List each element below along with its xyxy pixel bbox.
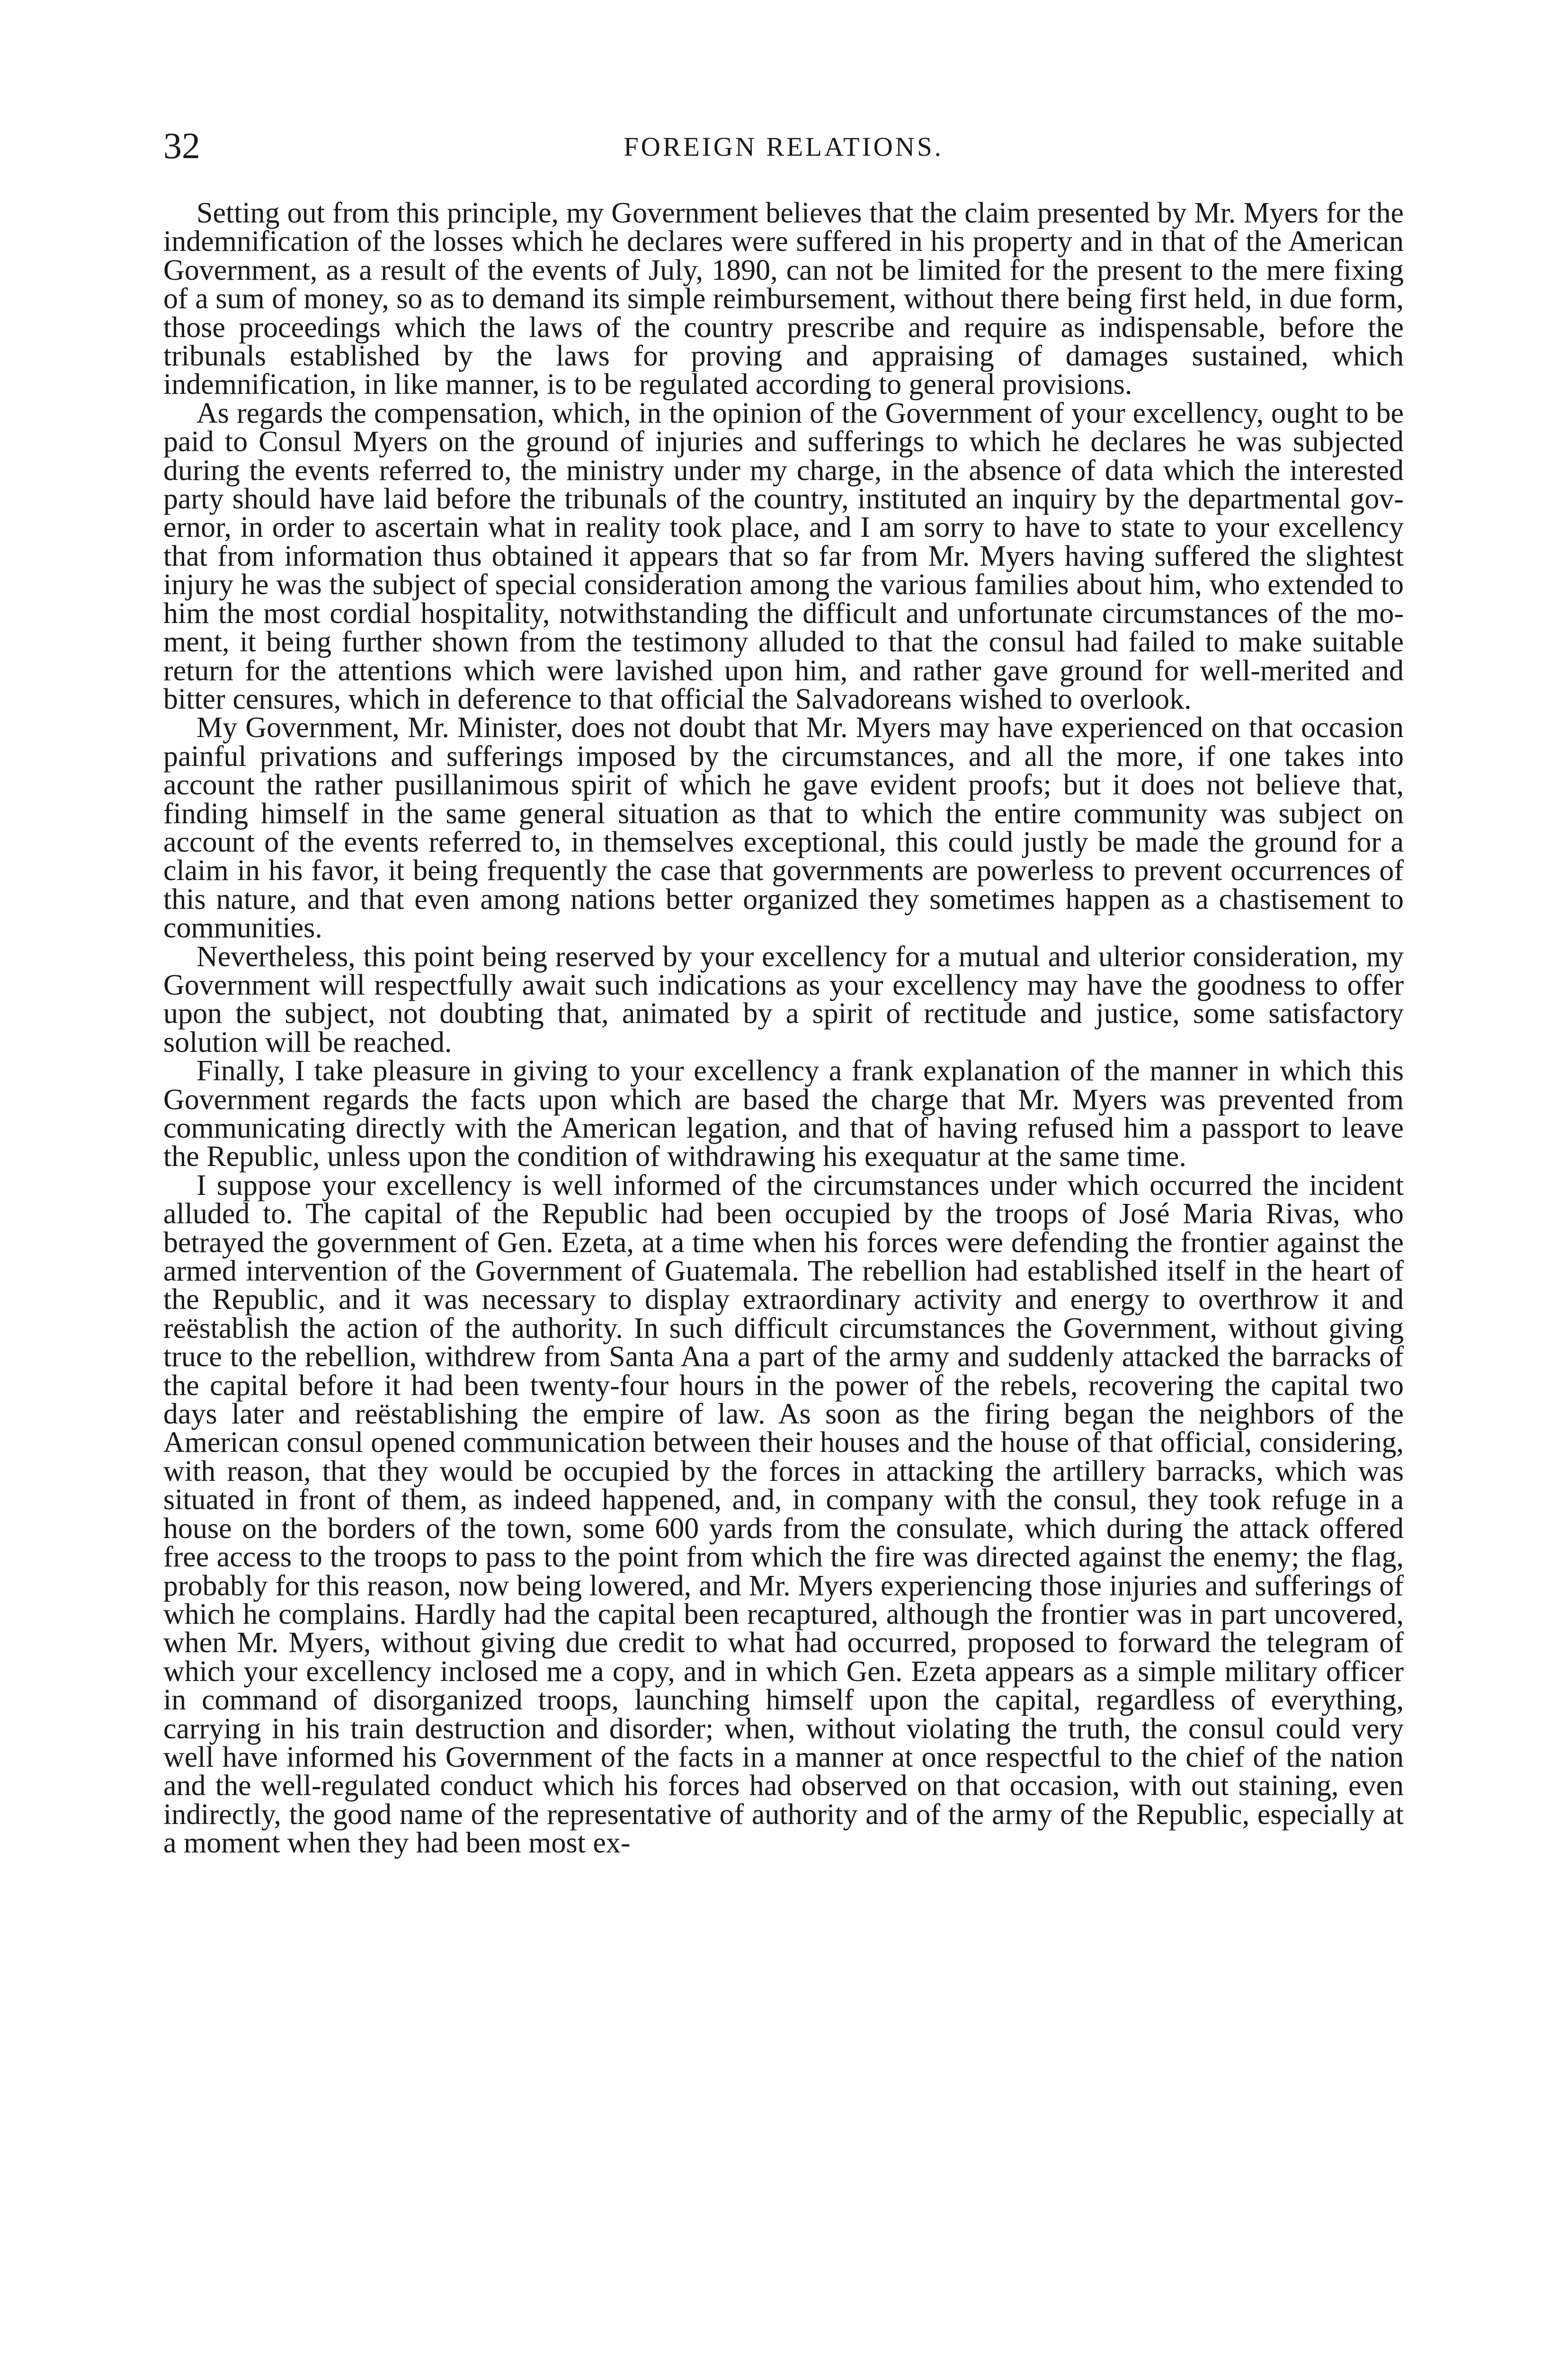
- running-head: [163, 122, 1404, 174]
- paragraph: As regards the compensation, which, in the opinion of the Government of your excellency, ought to be paid to Consul Myers on the ground of injuries and sufferings to which he declares he was subjected during the events referred to, the ministry under my charge, in the absence of data which the interested party should have laid before the tribunals of the country, instituted an inquiry by the departmental governor, in order to ascertain what in reality took place, and I am sorry to have to state to your excellency that from information thus obtained it appears that so far from Mr. Myers having suffered the slightest injury he was the subject of special consideration among the various families about him, who extended to him the most cordial hospitality, notwithstanding the difficult and unfortunate circumstances of the moment, it being further shown from the testimony alluded to that the consul had failed to make suitable return for the attentions which were lavished upon him, and rather gave ground for well-merited and bitter censures, which in deference to that official the Salvadoreans wished to overlook.: [163, 397, 1404, 715]
- paragraph: My Government, Mr. Minister, does not doubt that Mr. Myers may have experienced on that occasion painful privations and sufferings imposed by the circumstances, and all the more, if one takes into account the rather pusillanimous spirit of which he gave evident proofs; but it does not believe that, finding himself in the same general situation as that to which the entire community was subject on account of the events referred to, in themselves exceptional, this could justly be made the ground for a claim in his favor, it being frequently the case that governments are powerless to prevent occurrences of this nature, and that even among nations better organized they sometimes happen as a chastisement to communities.: [163, 712, 1404, 944]
- paragraph: I suppose your excellency is well informed of the circumstances under which occurred the incident alluded to. The capital of the Republic had been occupied by the troops of José Maria Rivas, who betrayed the government of Gen. Ezeta, at a time when his forces were defending the frontier against the armed intervention of the Government of Guatemala. The rebellion had established itself in the heart of the Republic, and it was necessary to display extraordinary activity and energy to overthrow it and reëstablish the action of the authority. In such difficult circumstances the Government, without giving truce to the rebellion, withdrew from Santa Ana a part of the army and suddenly attacked the barracks of the capital before it had been twenty-four hours in the power of the rebels, recovering the capital two days later and reëstablishing the empire of law. As soon as the firing began the neighbors of the American consul opened communication between their houses and the house of that official, considering, with reason, that they would be occupied by the forces in attacking the artillery barracks, which was situated in front of them, as indeed happened, and, in company with the consul, they took refuge in a house on the borders of the town, some 600 yards from the consulate, which during the attack offered free access to the troops to pass to the point from which the fire was directed against the enemy; the flag, probably for this reason, now being lowered, and Mr. Myers experiencing those injuries and sufferings of which he complains. Hardly had the capital been recaptured, although the frontier was in part uncovered, when Mr. Myers, without giving due credit to what had occurred, proposed to forward the telegram of which your excellency inclosed me a copy, and in which Gen. Ezeta appears as a simple military officer in command of disorganized troops, launching himself upon the capital, regardless of everything, carrying in his train destruction and disorder; when, without violating the truth, the consul could very well have informed his Government of the facts in a manner at once respectful to the chief of the nation and the well-regulated conduct which his forces had observed on that occasion, with out staining, even indirectly, the good name of the representative of authority and of the army of the Republic, especially at a moment when they had been most ex-: [163, 1169, 1404, 1860]
- running-title: FOREIGN RELATIONS.: [624, 132, 944, 162]
- paragraph: Setting out from this principle, my Government believes that the claim presented by Mr. Myers for the indemnification of the losses which he declares were suffered in his property and in that of the American Government, as a result of the events of July, 1890, can not be limited for the present to the mere fixing of a sum of money, so as to demand its simple reimbursement, without there being first held, in due form, those proceedings which the laws of the country prescribe and require as indispensable, before the tribunals established by the laws for proving and appraising of damages sustained, which indemnification, in like manner, is to be regulated according to general provisions.: [163, 197, 1404, 401]
- paragraph: Nevertheless, this point being reserved by your excellency for a mutual and ulterior consideration, my Government will respectfully await such indications as your excellency may have the goodness to offer upon the subject, not doubting that, animated by a spirit of rectitude and justice, some satisfactory solution will be reached.: [163, 940, 1404, 1059]
- body-text: [163, 199, 1404, 1858]
- paragraph: Finally, I take pleasure in giving to your excellency a frank explanation of the manner in which this Government regards the facts upon which are based the charge that Mr. Myers was prevented from communicating directly with the American legation, and that of having refused him a passport to leave the Republic, unless upon the condition of withdrawing his exequatur at the same time.: [163, 1055, 1404, 1173]
- page-number: 32: [163, 125, 200, 166]
